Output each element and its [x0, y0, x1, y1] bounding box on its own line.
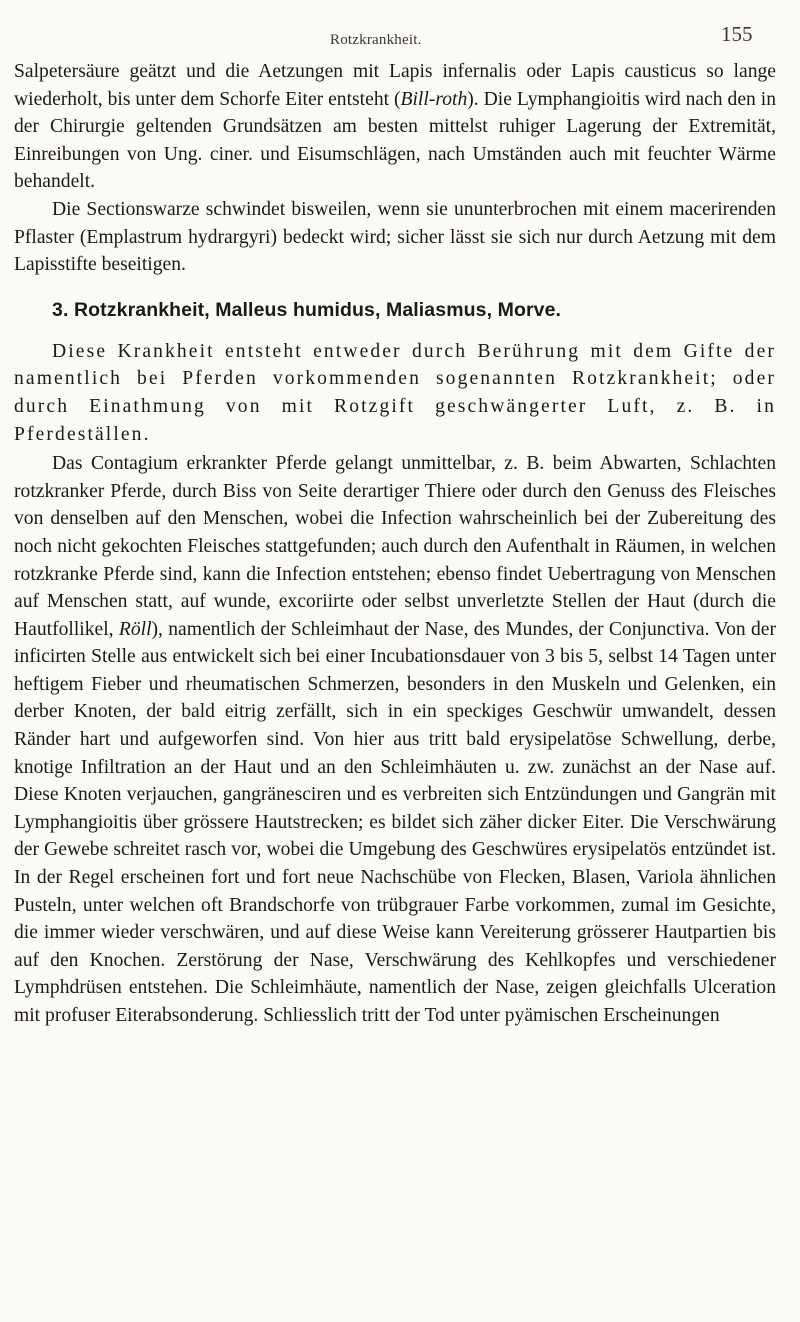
paragraph-contagium [14, 450, 776, 1029]
section-heading: 3. Rotzkrankheit, Malleus humidus, Maliasmus, Morve. [52, 298, 562, 321]
citation-billroth: Bill-roth [400, 88, 468, 110]
paragraph-text: Das Contagium erkrankter Pferde gelangt unmittelbar, z. B. beim Abwarten, Schlachten rotzkranker Pferde, durch Biss von Seite derartiger Thiere oder durch den Genuss des Fleisches von denselben auf den Menschen, wobei die Infection wahrscheinlich bei der Zubereitung des noch nicht gekochten Fleisches stattgefunden; auch durch den Aufenthalt in Räumen, in welchen rotzkranke Pferde sind, kann die Infection entstehen; ebenso findet Uebertragung von Menschen auf Menschen statt, auf wunde, excoriirte oder selbst unverletzte Stellen der Haut (durch die Hautfollikel, [14, 453, 776, 640]
paragraph-sectionswarze: Die Sectionswarze schwindet bisweilen, wenn sie ununterbrochen mit einem macerirenden Pflaster (Emplastrum hydrargyri) bedeckt wird; sicher lässt sie sich nur durch Aetzung mit dem Lapisstifte beseitigen. [14, 198, 776, 276]
page-number: 155 [721, 22, 753, 46]
citation-roell: Röll [118, 618, 152, 640]
paragraph-text: Salpetersäure geätzt und die Aetzungen mit Lapis infernalis oder Lapis causticus so lange wiederholt, bis unter dem Schorfe Eiter entsteht ( [14, 61, 776, 110]
paragraph-text: ), namentlich der Schleimhaut der Nase, des Mundes, der Conjunctiva. Von der inficirten Stelle aus entwickelt sich bei einer Incubationsdauer von 3 bis 5, selbst 14 Tagen unter heftigem Fieber und rheumatischen Schmerzen, besonders in den Muskeln und Gelenken, ein derber Knoten, der bald eitrig zerfällt, sich in ein speckiges Geschwür umwandelt, dessen Ränder hart und aufgeworfen sind. Von hier aus tritt bald erysipelatöse Schwellung, derbe, knotige Infiltration an der Haut und an den Schleimhäuten u. zw. zunächst an der Nase auf. Diese Knoten verjauchen, gangränesciren und es verbreiten sich Entzündungen und Gangrän mit Lymphangioitis über grössere Hautstrecken; es bildet sich zäher dicker Eiter. Die Verschwärung der Gewebe schreitet rasch vor, wobei die Umgebung des Geschwüres erysipelatös entzündet ist. In der Regel erscheinen fort und fort neue Nachschübe von Flecken, Blasen, Variola ähnlichen Pusteln, unter welchen oft Brandschorfe von trübgrauer Farbe vorkommen, zumal im Gesichte, die immer wieder verschwären, und auf diese Weise kann Vereiterung grösserer Hautpartien bis auf den Knochen. Zerstörung der Nase, Verschwärung des Kehlkopfes und verschiedener Lymphdrüsen entstehen. Die Schleimhäute, namentlich der Nase, zeigen gleichfalls Ulceration mit profuser Eiterabsonderung. Schliesslich tritt der Tod unter pyämischen Erscheinungen [14, 618, 776, 1026]
paragraph-salpetersaeure [14, 58, 776, 196]
body-text [14, 58, 776, 1030]
running-header [0, 18, 800, 48]
running-title: Rotzkrankheit. [330, 32, 422, 48]
paragraph-emphasis-definition: Diese Krankheit entsteht entweder durch Berührung mit dem Gifte der namentlich bei Pferden vorkommenden sogenannten Rotzkrankheit; oder durch Einathmung von mit Rotzgift geschwängerter Luft, z. B. in Pferdeställen. [14, 340, 776, 445]
paragraph-text: ). Die Lymphangioitis wird nach den in der Chirurgie geltenden Grundsätzen am besten mittelst ruhiger Lagerung der Extremität, Einreibungen von Ung. ciner. und Eisumschlägen, nach Umständen auch mit feuchter Wärme behandelt. [14, 88, 776, 193]
